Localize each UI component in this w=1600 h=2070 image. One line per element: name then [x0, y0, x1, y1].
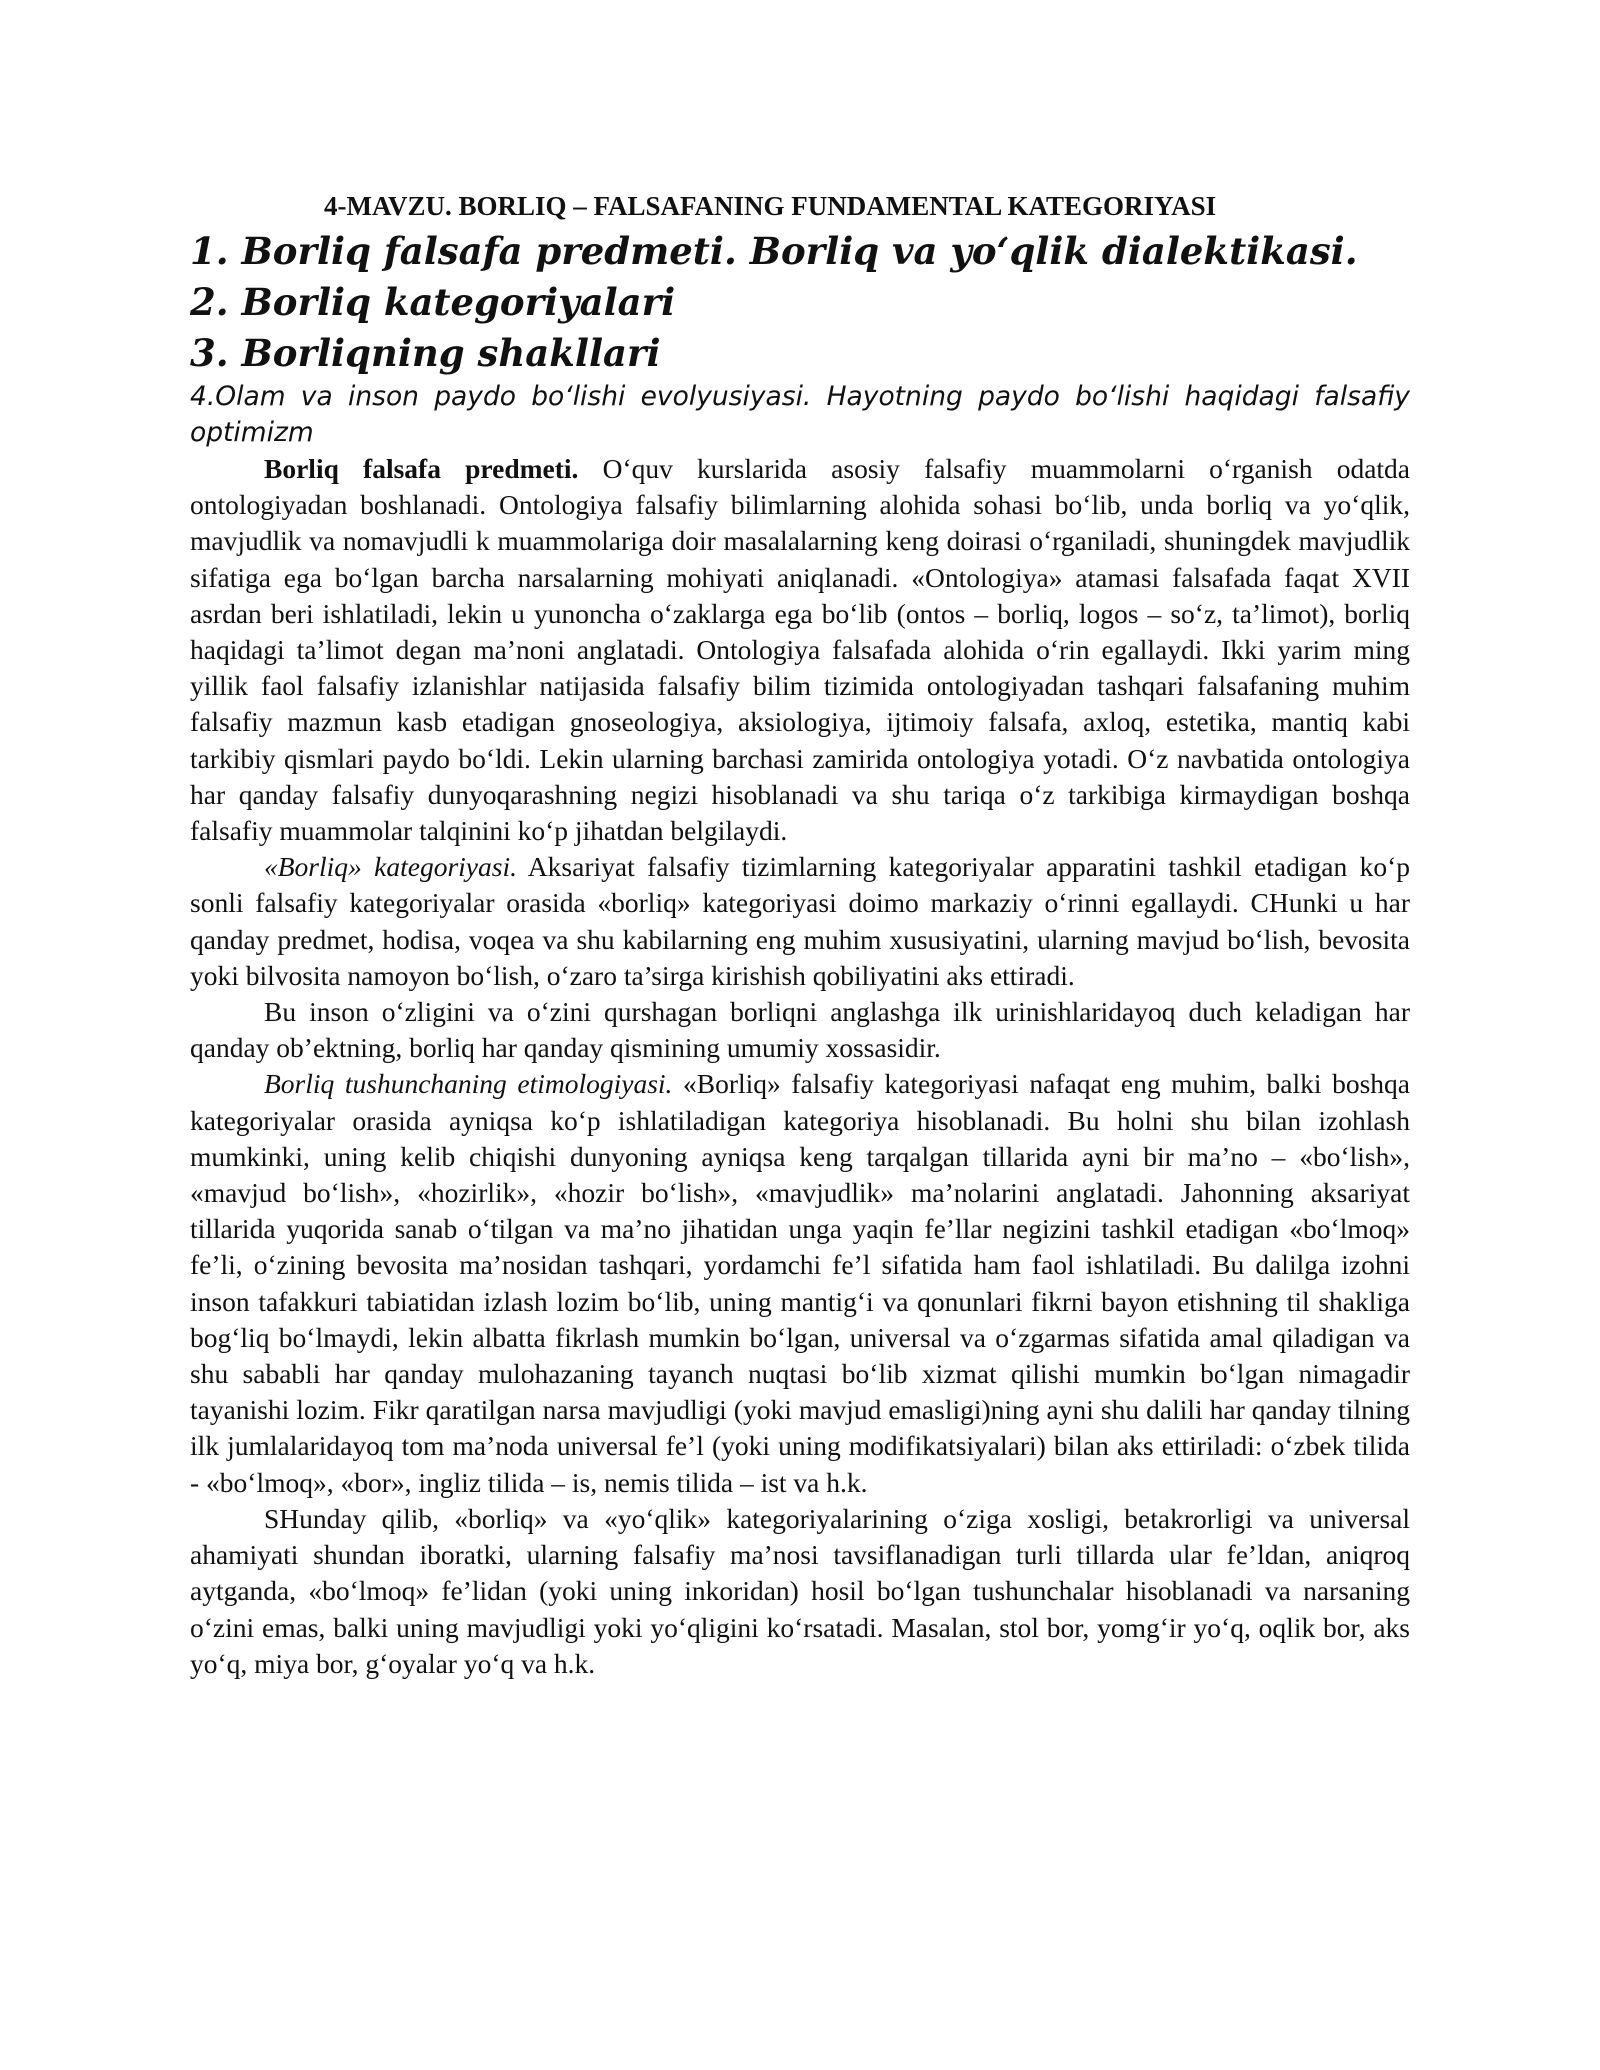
outline-item-4: 4.Olam va inson paydo bo‘lishi evolyusiyasi. Hayotning paydo bo‘lishi haqidagi falsafiy optimizm: [190, 381, 1410, 448]
paragraph-1-lead: Borliq falsafa predmeti.: [264, 453, 579, 484]
paragraph-5-text: SHunday qilib, «borliq» va «yo‘qlik» kategoriyalarining o‘ziga xosligi, betakrorligi va universal ahamiyati shundan iboratki, ularning falsafiy ma’nosi tavsiflanadigan turli tillarda ular fe’ldan, aniqroq aytganda, «bo‘lmoq» fe’lidan (yoki uning inkoridan) hosil bo‘lgan tushunchalar hisoblanadi va narsaning o‘zini emas, balki uning mavjudligi yoki yo‘qligini ko‘rsatadi. Masalan, stol bor, yomg‘ir yo‘q, oqlik bor, aks yo‘q, miya bor, g‘oyalar yo‘q va h.k.: [190, 1502, 1410, 1679]
paragraph-1-text: O‘quv kurslarida asosiy falsafiy muammolarni o‘rganish odatda ontologiyadan boshlanadi. Ontologiya falsafiy bilimlarning alohida sohasi bo‘lib, unda borliq va yo‘qlik, mavjudlik va nomavjudli k muammolariga doir masalalarning keng doirasi o‘rganiladi, shuningdek mavjudlik sifatiga ega bo‘lgan barcha narsalarning mohiyati aniqlanadi. «Ontologiya» atamasi falsafada faqat XVII asrdan beri ishlatiladi, lekin u yunoncha o‘zaklarga ega bo‘lib (ontos – borliq, logos – so‘z, ta’limot), borliq haqidagi ta’limot degan ma’noni anglatadi. Ontologiya falsafada alohida o‘rin egallaydi. Ikki yarim ming yillik faol falsafiy izlanishlar natijasida falsafiy bilim tizimida ontologiyadan tashqari falsafaning muhim falsafiy mazmun kasb etadigan gnoseologiya, aksiologiya, ijtimoiy falsafa, axloq, estetika, mantiq kabi tarkibiy qismlari paydo bo‘ldi. Lekin ularning barchasi zamirida ontologiya yotadi. O‘z navbatida ontologiya har qanday falsafiy dunyoqarashning negizi hisoblanadi va shu tariqa o‘z tarkibiga kirmaydigan boshqa falsafiy muammolar talqinini ko‘p jihatdan belgilaydi.: [190, 453, 1410, 847]
outline-item-2: 2. Borliq kategoriyalari: [190, 280, 676, 324]
paragraph-2-lead: «Borliq» kategoriyasi.: [264, 851, 517, 883]
paragraph-4-text: «Borliq» falsafiy kategoriyasi nafaqat eng muhim, balki boshqa kategoriyalar orasida ayniqsa ko‘p ishlatiladigan kategoriya hisoblanadi. Bu holni shu bilan izohlash mumkinki, uning kelib chiqishi dunyoning ayniqsa keng tarqalgan tillarida ayni bir ma’no – «bo‘lish», «mavjud bo‘lish», «hozirlik», «hozir bo‘lish», «mavjudlik» ma’nolarini anglatadi. Jahonning aksariyat tillarida yuqorida sanab o‘tilgan va ma’no jihatidan unga yaqin fe’llar negizini tashkil etadigan «bo‘lmoq» fe’li, o‘zining bevosita ma’nosidan tashqari, yordamchi fe’l sifatida ham faol ishlatiladi. Bu dalilga izohni inson tafakkuri tabiatidan izlash lozim bo‘lib, uning mantig‘i va qonunlari fikrni bayon etishning til shakliga bog‘liq bo‘lmaydi, lekin albatta fikrlash mumkin bo‘lgan, universal va o‘zgarmas sifatida amal qiladigan va shu sababli har qanday mulohazaning tayanch nuqtasi bo‘lib xizmat qilishi mumkin bo‘lgan nimagadir tayanishi lozim. Fikr qaratilgan narsa mavjudligi (yoki mavjud emasligi)ning ayni shu dalili har qanday tilning ilk jumlalaridayoq tom ma’noda universal fe’l (yoki uning modifikatsiyalari) bilan aks ettiriladi: o‘zbek tilida - «bo‘lmoq», «bor», ingliz tilida – is, nemis tilida – ist va h.k.: [190, 1068, 1411, 1498]
paragraph-5: [190, 1501, 1410, 1682]
paragraph-3-text: Bu inson o‘zligini va o‘zini qurshagan borliqni anglashga ilk urinishlaridayoq duch keladigan har qanday ob’ektning, borliq har qanday qismining umumiy xossasidir.: [190, 996, 1410, 1064]
document-page: [190, 188, 1410, 1682]
paragraph-2-text: Aksariyat falsafiy tizimlarning kategoriyalar apparatini tashkil etadigan ko‘p sonli falsafiy kategoriyalar orasida «borliq» kategoriyasi doimo markaziy o‘rinni egallaydi. CHunki u har qanday predmet, hodisa, voqea va shu kabilarning eng muhim xususiyatini, ularning mavjud bo‘lish, bevosita yoki bilvosita namoyon bo‘lish, o‘zaro ta’sirga kirishish qobiliyatini aks ettiradi.: [190, 851, 1410, 991]
outline-item-1: 1. Borliq falsafa predmeti. Borliq va yo‘qlik dialektikasi.: [190, 229, 1358, 273]
outline-item-3: 3. Borliqning shakllari: [190, 331, 661, 375]
topic-title: 4-MAVZU. BORLIQ – FALSAFANING FUNDAMENTAL KATEGORIYASI: [324, 191, 1217, 221]
paragraph-3: [190, 994, 1410, 1066]
paragraph-4-lead: Borliq tushunchaning etimologiyasi.: [264, 1068, 673, 1100]
paragraph-4: [190, 1066, 1410, 1500]
paragraph-1: [190, 451, 1410, 849]
paragraph-2: [190, 849, 1410, 994]
